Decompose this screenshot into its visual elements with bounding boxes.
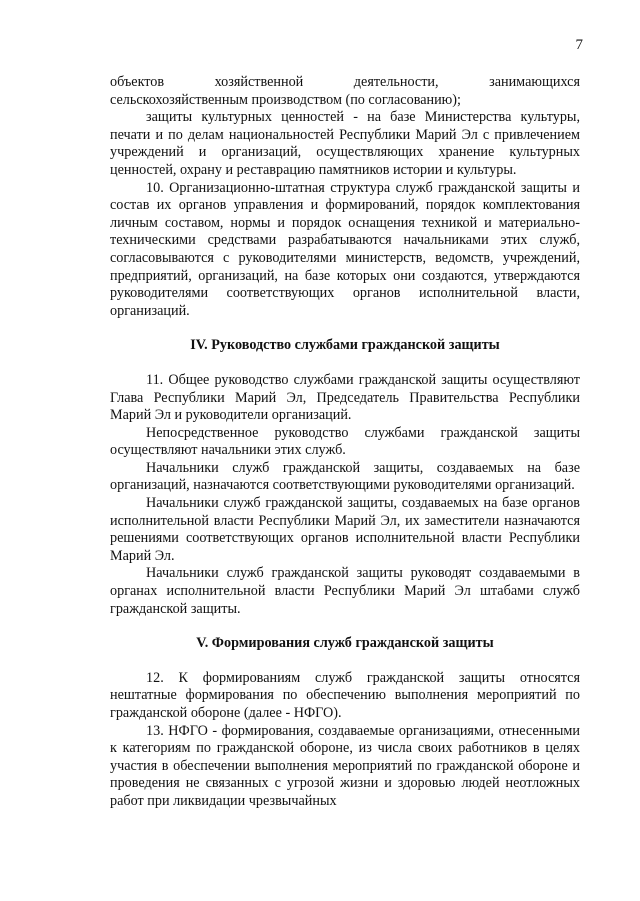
paragraph-continuation: объектов хозяйственной деятельности, занимающихся сельскохозяйственным производством (по согласованию);: [110, 74, 580, 108]
document-body: [110, 74, 580, 811]
paragraph-item-13: 13. НФГО - формирования, создаваемые организациями, отнесенными к категориям по гражданской обороне, из числа своих работников в целях участия в обеспечении выполнения мероприятий по гражданской обороне и проведения не связанных с угрозой жизни и здоровью людей неотложных работ при ликвидации чрезвычайных: [110, 722, 580, 809]
paragraph-direct-leadership: Непосредственное руководство службами гражданской защиты осуществляют начальники этих служб.: [110, 424, 580, 459]
section-heading-v: V. Формирования служб гражданской защиты: [196, 635, 494, 652]
paragraph-item-12: 12. К формированиям служб гражданской защиты относятся нештатные формирования по обеспечению выполнения мероприятий по гражданской обороне (далее - НФГО).: [110, 669, 580, 721]
paragraph-item-10: 10. Организационно-штатная структура служб гражданской защиты и состав их органов управления и формирований, порядок комплектования личным составом, нормы и порядок оснащения техникой и материально-техническими средствами разрабатываются начальниками этих служб, согласовываются с руководителями министерств, ведомств, учреждений, предприятий, организаций, на базе которых они создаются, утверждаются руководителями соответствующих органов исполнительной власти, организаций.: [110, 179, 580, 319]
paragraph-cultural-values: защиты культурных ценностей - на базе Министерства культуры, печати и по делам национальностей Республики Марий Эл с привлечением учреждений и организаций, осуществляющих хранение культурных ценностей, охрану и реставрацию памятников истории и культуры.: [110, 109, 580, 178]
section-heading-iv: IV. Руководство службами гражданской защиты: [190, 337, 500, 354]
paragraph-item-11: 11. Общее руководство службами гражданской защиты осуществляют Глава Республики Марий Эл, Председатель Правительства Республики Марий Эл и руководители организаций.: [110, 371, 580, 424]
paragraph-headquarters: Начальники служб гражданской защиты руководят создаваемыми в органах исполнительной власти Республики Марий Эл штабами служб гражданской защиты.: [110, 565, 580, 617]
paragraph-org-heads: Начальники служб гражданской защиты, создаваемых на базе организаций, назначаются соответствующими руководителями организаций.: [110, 459, 580, 494]
paragraph-executive-heads: Начальники служб гражданской защиты, создаваемых на базе органов исполнительной власти Республики Марий Эл, их заместители назначаются решениями соответствующих органов исполнительной власти Республики Марий Эл.: [110, 495, 580, 564]
page-number: 7: [575, 37, 583, 53]
